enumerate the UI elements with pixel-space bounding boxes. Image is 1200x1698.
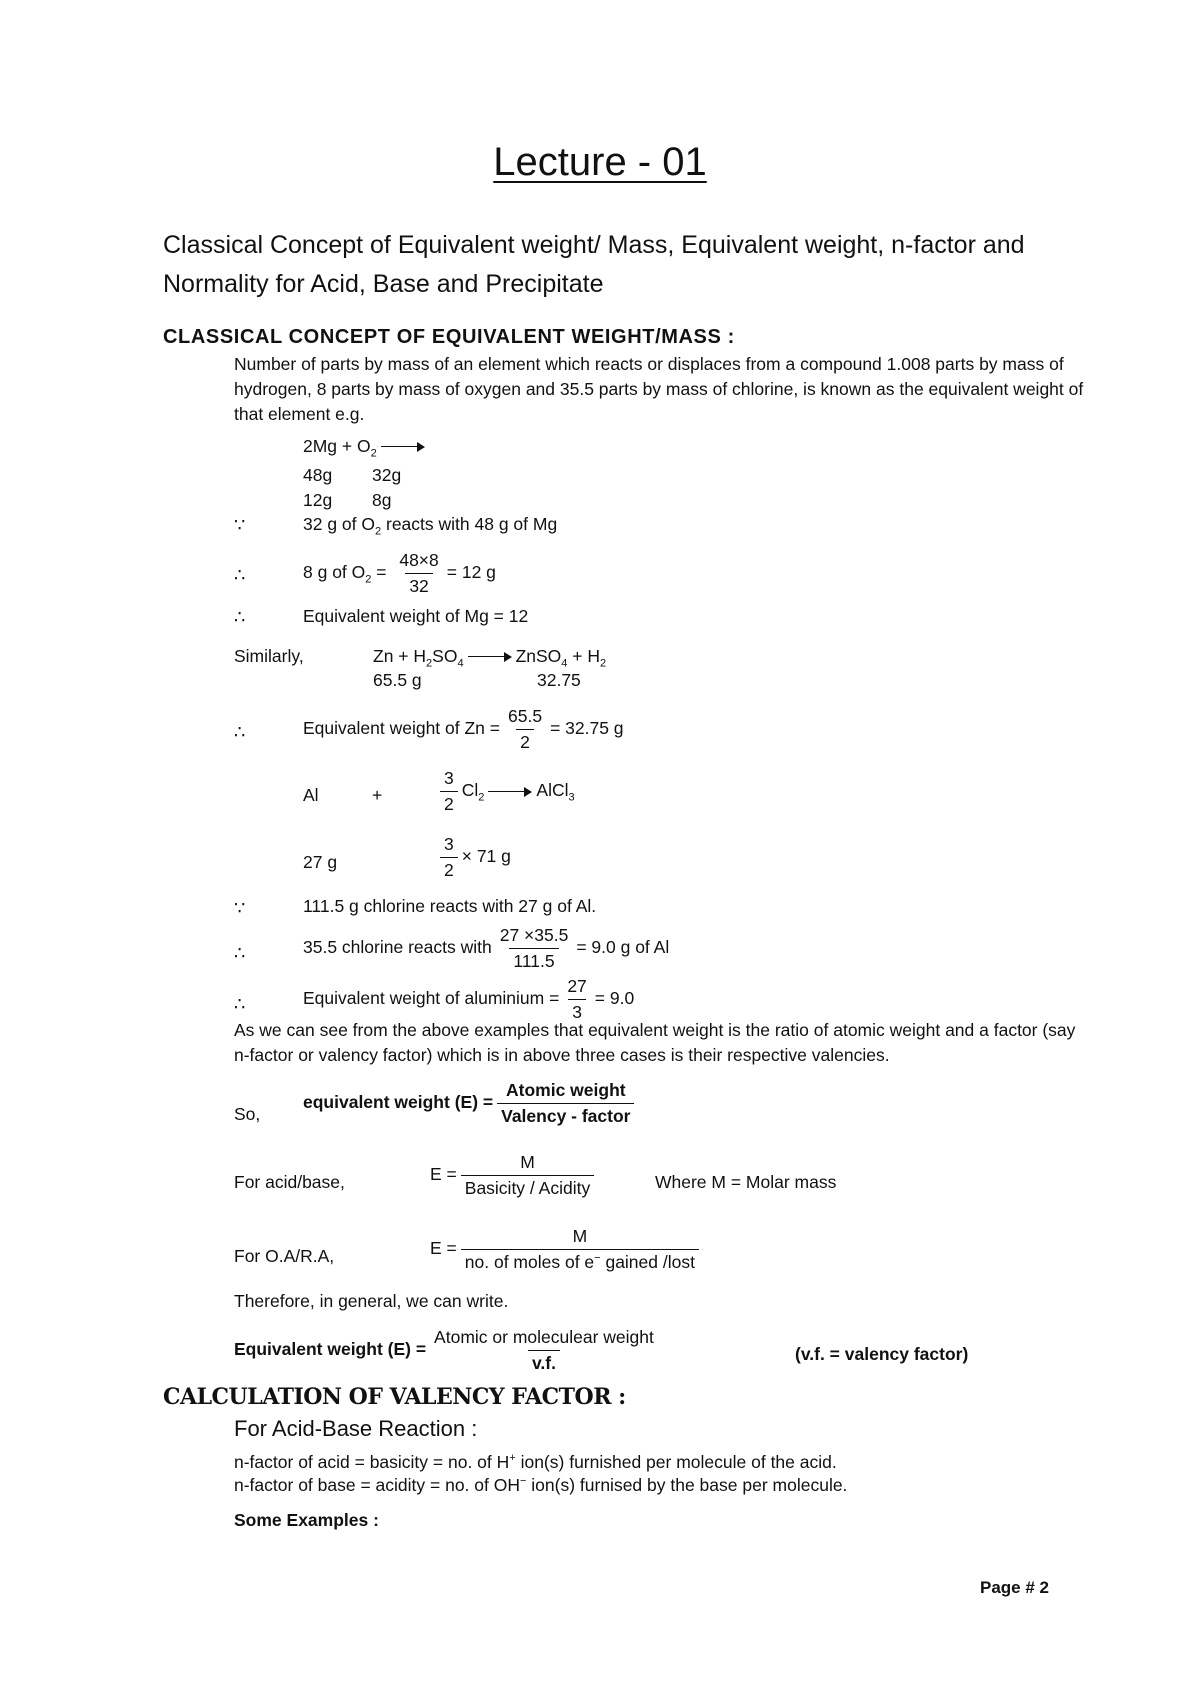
mg-mass-b: 12g — [303, 490, 333, 510]
zn-mass: 65.5 g — [373, 670, 422, 690]
fraction: $\frac{\text{Atomic weight}}{\text{Valency - factor}}$ — [497, 1080, 634, 1127]
base-n-factor-line: n-factor of base = acidity = no. of OH− ion(s) furnised by the base per molecule. — [234, 1475, 848, 1495]
because-symbol: ∵ — [234, 898, 246, 918]
al-line-1: 111.5 g chlorine reacts with 27 g of Al. — [303, 896, 597, 916]
fraction: $\frac{3}{2}$ — [440, 834, 458, 881]
general-formula: Equivalent weight (E) = $\frac{\text{Atomic or moleculear weight}}{v.f.}$ — [234, 1327, 662, 1374]
mg-line-3: Equivalent weight of Mg = 12 — [303, 606, 529, 626]
al-line-2: 35.5 chlorine reacts with $\frac{27 \times 35.5}{111.5}$ = 9.0 g of Al — [303, 925, 670, 971]
acid-base-subheading: For Acid-Base Reaction : — [234, 1416, 478, 1441]
fraction: $\frac{65.5}{2}$ — [508, 706, 543, 752]
therefore-symbol: ∴ — [234, 943, 246, 963]
acid-n-factor-line: n-factor of acid = basicity = no. of H+ ion(s) furnished per molecule of the acid. — [234, 1452, 837, 1472]
summary-paragraph: As we can see from the above examples that equivalent weight is the ratio of atomic weight and a factor (say n-factor or valency factor) which is in above three cases is their respective valencies. — [234, 1020, 1076, 1065]
because-symbol: ∵ — [234, 515, 246, 535]
al-mass: 27 g — [303, 852, 338, 872]
mg-mass-a: 48g — [303, 465, 333, 485]
mg-line-1: 32 g of $O_2$ reacts with 48 g of Mg — [303, 514, 558, 538]
zn-equivalent-weight: Equivalent weight of Zn = $\frac{65.5}{2}$ = 32.75 g — [303, 706, 624, 752]
o2-mass-a: 32g — [372, 465, 402, 485]
therefore-symbol: ∴ — [234, 994, 246, 1014]
reaction-arrow — [488, 787, 532, 797]
oa-ra-formula: E = $\frac{M}{no. of moles of e^- gained /lost}$ — [430, 1226, 703, 1273]
fraction: $\frac{M}{no. of moles of e^- gained /lost}$ — [461, 1226, 699, 1273]
mg-reaction: $2Mg + O_2$ — [303, 436, 429, 460]
general-text: Therefore, in general, we can write. — [234, 1291, 509, 1311]
similarly-label: Similarly, — [234, 646, 304, 666]
section-heading-valency-factor: CALCULATION OF VALENCY FACTOR : — [163, 1384, 626, 1410]
definition-paragraph: Number of parts by mass of an element which reacts or displaces from a compound 1.008 parts by mass of hydrogen, 8 parts by mass of oxygen and 35.5 parts by mass of chlorine, is known as the equivalent weight of that element e.g. — [234, 354, 1084, 424]
reaction-arrow — [381, 442, 425, 452]
therefore-symbol: ∴ — [234, 565, 246, 585]
product-mass: 32.75 — [537, 670, 581, 690]
valency-factor-note: (v.f. = valency factor) — [795, 1344, 969, 1364]
al-label: Al — [303, 785, 319, 805]
fraction: $\frac{48\times 8}{32}$ — [399, 550, 439, 596]
fraction: $\frac{3}{2}$ — [440, 768, 458, 815]
acid-base-formula: E = $\frac{M}{\text{Basicity / Acidity}}$ — [430, 1152, 598, 1199]
plus-sign: + — [372, 785, 383, 805]
therefore-symbol: ∴ — [234, 722, 246, 742]
reaction-arrow — [468, 652, 512, 662]
fraction: $\frac{\text{Atomic or moleculear weight}}{v.f.}$ — [434, 1327, 654, 1373]
page-number: Page # 2 — [980, 1578, 1049, 1597]
fraction: $\frac{27 \times 35.5}{111.5}$ — [499, 925, 569, 971]
page-subtitle: Classical Concept of Equivalent weight/ Mass, Equivalent weight, n-factor and Normality for Acid, Base and Precipitate — [163, 231, 1025, 298]
fraction: $\frac{M}{\text{Basicity / Acidity}}$ — [461, 1152, 594, 1199]
oa-ra-label: For O.A/R.A, — [234, 1246, 335, 1266]
o2-mass-b: 8g — [372, 490, 392, 510]
cl-mass: $\frac{3}{2}$ × 71 g — [440, 834, 511, 881]
fraction: $\frac{27}{3}$ — [567, 976, 587, 1022]
al-line-3: Equivalent weight of aluminium = $\frac{27}{3}$ = 9.0 — [303, 976, 635, 1022]
lecture-title: Lecture - 01 — [493, 140, 707, 184]
acid-base-label: For acid/base, — [234, 1172, 345, 1192]
zn-reaction: $Zn + H_2SO_4$ ZnSO$_4$ + $H_2$ — [373, 646, 607, 670]
cl-reaction: $\frac{3}{2}$ $Cl_2$ AlCl$_3$ — [440, 768, 575, 815]
molar-mass-note: Where M = Molar mass — [655, 1172, 837, 1192]
mg-line-2: 8 g of $O_2$ = $\frac{48\times 8}{32}$ = 12 g — [303, 550, 496, 596]
section-heading-classical-concept: CLASSICAL CONCEPT OF EQUIVALENT WEIGHT/MASS : — [163, 326, 735, 348]
equivalent-weight-formula: equivalent weight (E) = $\frac{\text{Atomic weight}}{\text{Valency - factor}}$ — [303, 1080, 638, 1127]
so-label: So, — [234, 1104, 261, 1124]
therefore-symbol: ∴ — [234, 607, 246, 627]
some-examples-label: Some Examples : — [234, 1510, 379, 1530]
